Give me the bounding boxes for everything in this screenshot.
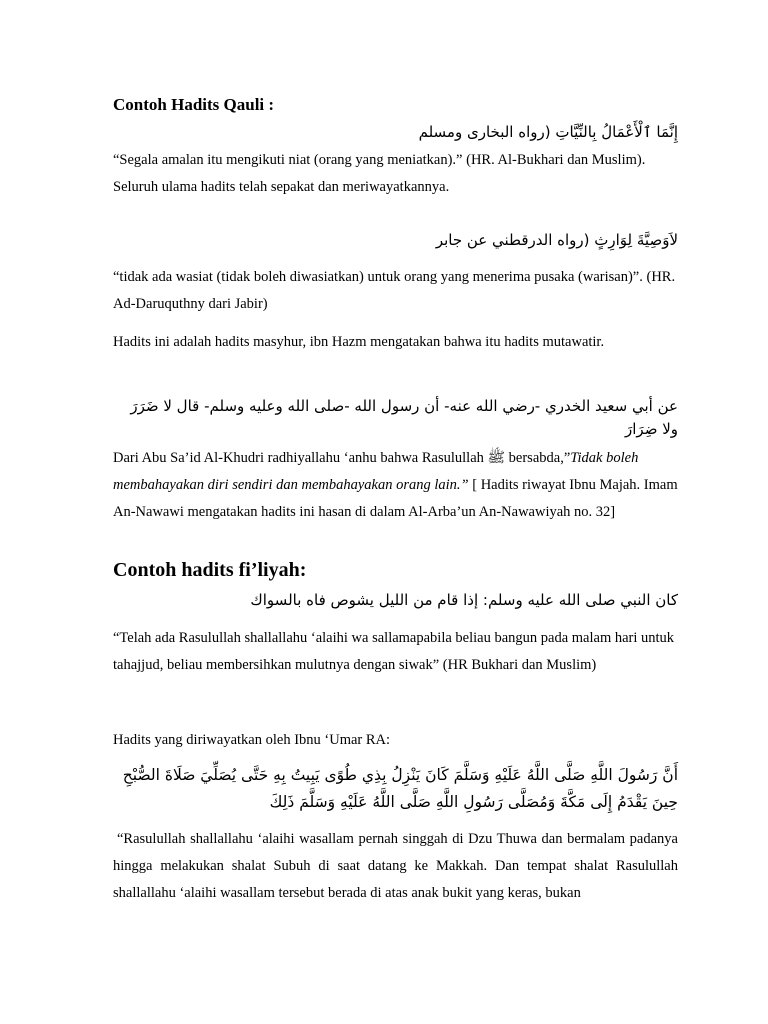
hadith-3-translation xyxy=(113,445,678,526)
section-heading-qauli: Contoh Hadits Qauli : xyxy=(113,95,275,114)
hadith-1-translation: “Segala amalan itu mengikuti niat (orang yang meniatkan).” (HR. Al-Bukhari dan Muslim). xyxy=(113,152,646,168)
document-page xyxy=(113,0,678,1024)
hadith-3-text-before: Dari Abu Sa’id Al-Khudri radhiyallahu ‘anhu bahwa Rasulullah ﷺ bersabda,” xyxy=(113,450,571,466)
hadith-2-arabic: لاَوَصِيَّةَ لِوَارِثٍ (رواه الدرقطني عن جابر xyxy=(435,231,678,249)
hadith-4-arabic: كان النبي صلى الله عليه وسلم: إذا قام من الليل يشوص فاه بالسواك xyxy=(250,591,678,609)
hadith-3-text-italic: Tidak boleh membahayakan diri sendiri dan membahayakan orang lain.” xyxy=(113,450,639,493)
hadith-4-translation: “Telah ada Rasulullah shallallahu ‘alaihi wa sallamapabila beliau bangun pada malam hari untuk tahajjud, beliau membersihkan mulutnya dengan siwak” (HR Bukhari dan Muslim) xyxy=(113,630,675,673)
hadith-5-translation: “Rasulullah shallallahu ‘alaihi wasallam pernah singgah di Dzu Thuwa dan bermalam padanya hingga melakukan shalat Subuh di saat datang ke Makkah. Dan tempat shalat Rasulullah shallallahu ‘alaihi wasallam tersebut berada di atas anak bukit yang keras, bukan xyxy=(113,831,678,901)
hadith-2-note: Hadits ini adalah hadits masyhur, ibn Hazm mengatakan bahwa itu hadits mutawatir. xyxy=(113,334,605,350)
hadith-5-arabic: أَنَّ رَسُولَ اللَّهِ صَلَّى اللَّهُ عَلَيْهِ وَسَلَّمَ كَانَ يَنْزِلُ بِذِي طُوًى يَبِيتُ بِهِ حَتَّى يُصَلِّيَ صَلَاةَ الصُّبْحِ حِينَ يَقْدَمُ إِلَى مَكَّةَ وَمُصَلَّى رَسُولِ اللَّهِ صَلَّى اللَّهُ عَلَيْهِ وَسَلَّمَ ذَلِكَ xyxy=(122,766,678,811)
hadith-5-intro: Hadits yang diriwayatkan oleh Ibnu ‘Umar RA: xyxy=(113,732,391,748)
hadith-3-arabic: عن أبي سعيد الخدري -رضي الله عنه- أن رسول الله -صلى الله وعليه وسلم- قال لا ضَرَرَ ولا ضِرَارَ xyxy=(130,397,678,438)
section-heading-filiyah: Contoh hadits fi’liyah: xyxy=(113,559,307,581)
hadith-1-arabic: إِنَّمَا ٱلْأَعْمَالُ بِالنِّيَّاتِ (رواه البخارى ومسلم xyxy=(418,123,678,141)
hadith-3-text-after: [ Hadits riwayat Ibnu Majah. Imam An-Nawawi mengatakan hadits ini hasan di dalam Al-Arba’un An-Nawawiyah no. 32] xyxy=(113,477,678,520)
hadith-2-translation: “tidak ada wasiat (tidak boleh diwasiatkan) untuk orang yang menerima pusaka (warisan)”. (HR. Ad-Daruquthny dari Jabir) xyxy=(113,269,676,312)
hadith-1-consensus-note: Seluruh ulama hadits telah sepakat dan meriwayatkannya. xyxy=(113,179,450,195)
